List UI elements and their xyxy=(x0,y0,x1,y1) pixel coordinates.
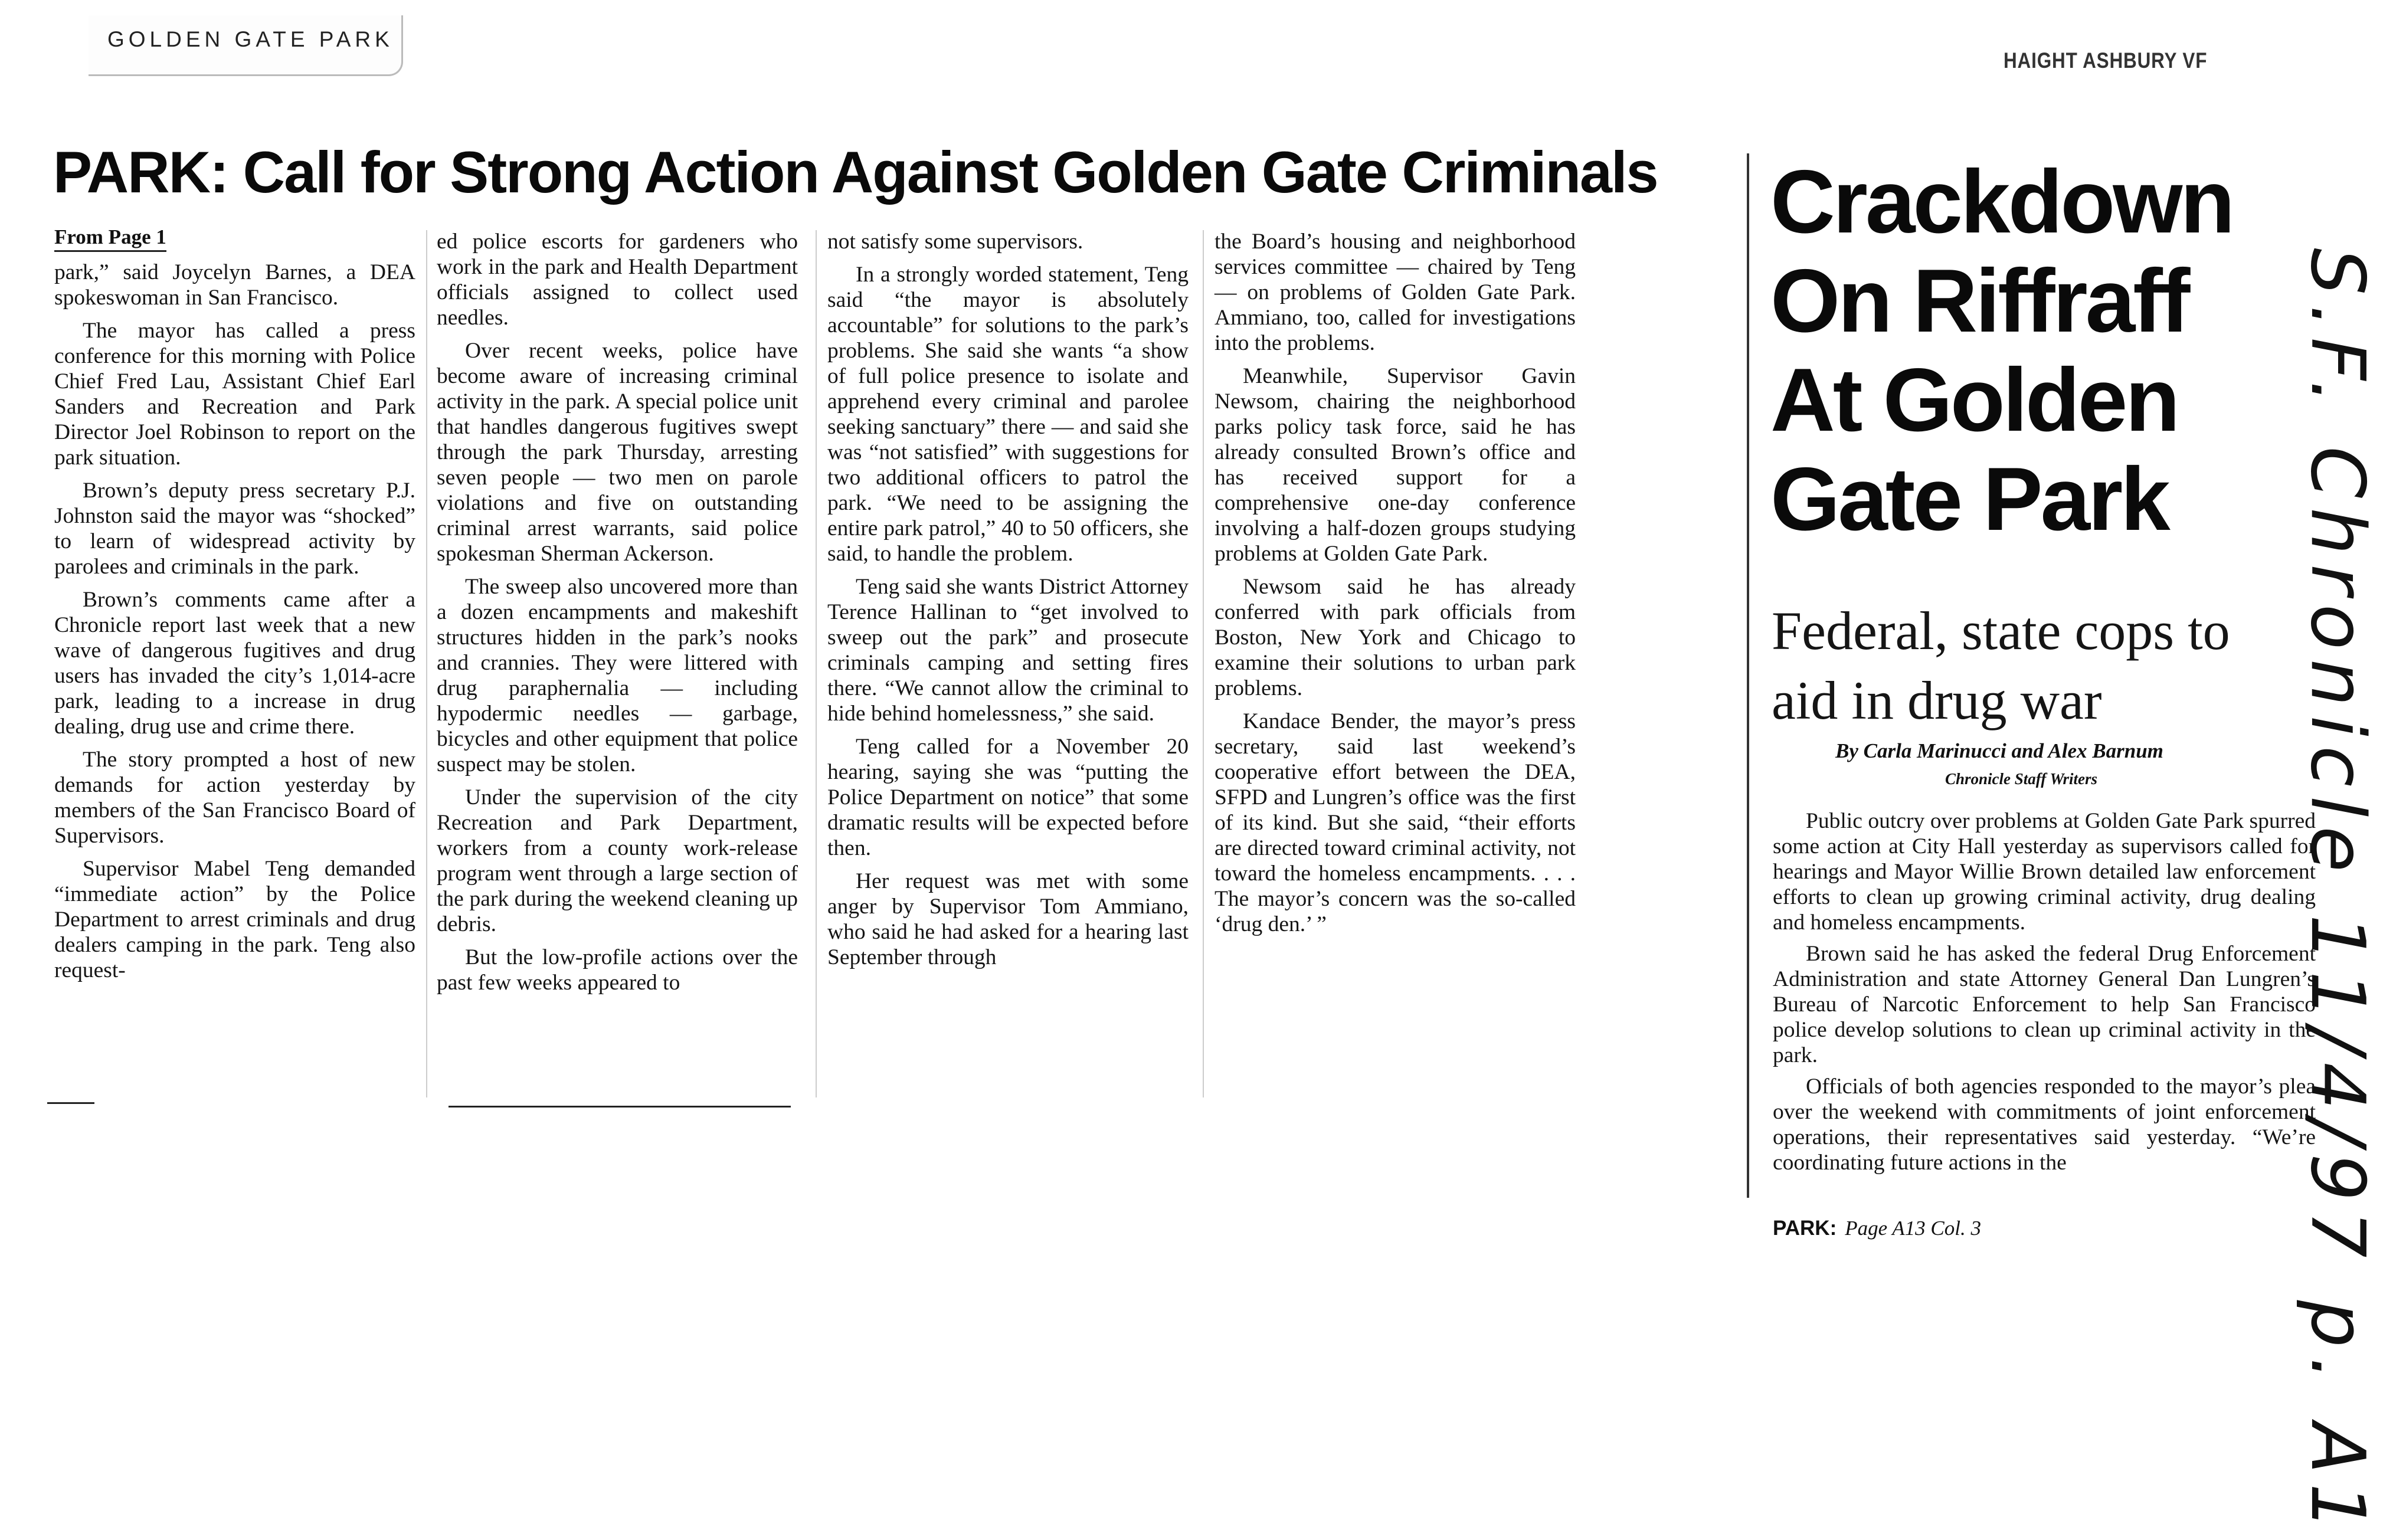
front-paragraph: Officials of both agencies responded to the mayor’s plea over the weekend with commitments of joint enforcement operations, their representatives said yesterday. “We’re coordinating future actions in the xyxy=(1773,1074,2316,1175)
file-label: GOLDEN GATE PARK xyxy=(107,27,394,51)
column-rule xyxy=(816,230,817,1097)
front-headline: Crackdown On Riffraff At Golden Gate Park xyxy=(1770,152,2233,549)
jump-headline: PARK: Call for Strong Action Against Golden Gate Criminals xyxy=(53,139,1658,205)
article-column-4 xyxy=(1215,229,1576,937)
article-paragraph: Teng called for a November 20 hearing, saying she was “putting the Police Department on notice” that some dramatic results will be expected before then. xyxy=(827,735,1189,860)
article-paragraph: Her request was met with some anger by Supervisor Tom Ammiano, who said he had asked for a hearing last September through xyxy=(827,869,1189,969)
column-end-rule xyxy=(449,1106,791,1108)
article-paragraph: ed police escorts for gardeners who work in the park and Health Department officials assigned to collect used needles. xyxy=(437,230,798,330)
article-paragraph: Under the supervision of the city Recreation and Park Department, workers from a county work-release program went through a large section of the park during the weekend cleaning up debris. xyxy=(437,785,798,936)
clipping-edge xyxy=(1747,153,1749,1198)
article-column-2 xyxy=(437,229,798,995)
article-paragraph: The mayor has called a press conference for this morning with Police Chief Fred Lau, Assistant Chief Earl Sanders and Recreation and Park Director Joel Robinson to report on the park situation. xyxy=(54,319,415,470)
jump-page: Page A13 Col. 3 xyxy=(1845,1217,1981,1240)
article-paragraph: Kandace Bender, the mayor’s press secretary, said last weekend’s cooperative effort between the DEA, SFPD and Lungren’s office was the first of its kind. But she said, “their efforts are directed toward criminal activity, not toward the homeless encampments. . . . The mayor’s concern was the so-called ‘drug den.’ ” xyxy=(1215,709,1576,936)
article-paragraph: the Board’s housing and neighborhood services committee — chaired by Teng — on problems of Golden Gate Park. Ammiano, too, called for investigations into the problems. xyxy=(1215,230,1576,355)
front-deck: Federal, state cops to aid in drug war xyxy=(1772,601,2230,730)
article-paragraph: The story prompted a host of new demands for action yesterday by members of the San Francisco Board of Supervisors. xyxy=(54,748,415,848)
article-paragraph: Over recent weeks, police have become aware of increasing criminal activity in the park. A special police unit that handles dangerous fugitives swept through the park Thursday, arresting seven people — two men on parole violations and five on outstanding criminal arrest warrants, said police spokesman Sherman Ackerson. xyxy=(437,339,798,566)
jump-reference xyxy=(1773,1217,1981,1240)
column-rule xyxy=(426,230,427,1097)
column-end-rule xyxy=(47,1102,94,1104)
article-paragraph: Newsom said he has already conferred with park officials from Boston, New York and Chicago to examine their solutions to urban park problems. xyxy=(1215,575,1576,700)
column-rule xyxy=(1203,230,1204,1097)
archive-stamp: HAIGHT ASHBURY VF xyxy=(2004,48,2208,73)
jump-label: PARK: xyxy=(1773,1217,1837,1240)
article-paragraph: The sweep also uncovered more than a dozen encampments and makeshift structures hidden in the park’s nooks and crannies. They were littered with drug paraphernalia — including hypodermic needles — garbage, bicycles and other equipment that police suspect may be stolen. xyxy=(437,575,798,776)
article-paragraph: park,” said Joycelyn Barnes, a DEA spokeswoman in San Francisco. xyxy=(54,260,415,310)
from-page-label: From Page 1 xyxy=(54,225,166,252)
article-column-3 xyxy=(827,229,1189,970)
byline: By Carla Marinucci and Alex Barnum xyxy=(1835,739,2163,762)
article-paragraph: Brown’s comments came after a Chronicle report last week that a new wave of dangerous fugitives and drug users has invaded the city’s 1,014-acre park, leading to a increase in drug dealing, drug use and crime there. xyxy=(54,588,415,739)
article-column-1 xyxy=(54,260,415,983)
article-paragraph: In a strongly worded statement, Teng said “the mayor is absolutely accountable” for solutions to the park’s problems. She said she wants “a show of full police presence to isolate and apprehend every criminal and parolee seeking sanctuary” there — and said she was “not satisfied” with suggestions for two additional officers to patrol the park. “We need to be assigning the entire park patrol,” 40 to 50 officers, she said, to handle the problem. xyxy=(827,263,1189,566)
article-paragraph: But the low-profile actions over the past few weeks appeared to xyxy=(437,945,798,995)
article-paragraph: Teng said she wants District Attorney Terence Hallinan to “get involved to sweep out the park” and prosecute criminals camping and setting fires there. “We cannot allow the criminal to hide behind homelessness,” she said. xyxy=(827,575,1189,726)
front-paragraph: Brown said he has asked the federal Drug Enforcement Administration and state Attorney General Dan Lungren’s Bureau of Narcotic Enforcement to help San Francisco police develop solutions to clean up criminal activity in the park. xyxy=(1773,942,2316,1067)
article-paragraph: Supervisor Mabel Teng demanded “immediate action” by the Police Department to arrest criminals and drug dealers camping in the park. Teng also request- xyxy=(54,857,415,982)
byline-title: Chronicle Staff Writers xyxy=(1945,770,2098,788)
front-paragraph: Public outcry over problems at Golden Gate Park spurred some action at City Hall yesterday as supervisors called for hearings and Mayor Willie Brown detailed law enforcement efforts to clean up growing criminal activity, drug dealing and homeless encampments. xyxy=(1773,809,2316,935)
article-paragraph: not satisfy some supervisors. xyxy=(827,230,1083,254)
article-paragraph: Meanwhile, Supervisor Gavin Newsom, chairing the neighborhood parks policy task force, said he has already consulted Brown’s office and has received support for a comprehensive one-day conference involving a half-dozen groups studying problems at Golden Gate Park. xyxy=(1215,364,1576,566)
handwritten-source-note: S.F. Chronicle 11/4/97 p. A1 xyxy=(2294,248,2381,1540)
front-article-body xyxy=(1773,808,2316,1181)
article-paragraph: Brown’s deputy press secretary P.J. Johnston said the mayor was “shocked” to learn of widespread activity by parolees and criminals in the park. xyxy=(54,479,415,579)
